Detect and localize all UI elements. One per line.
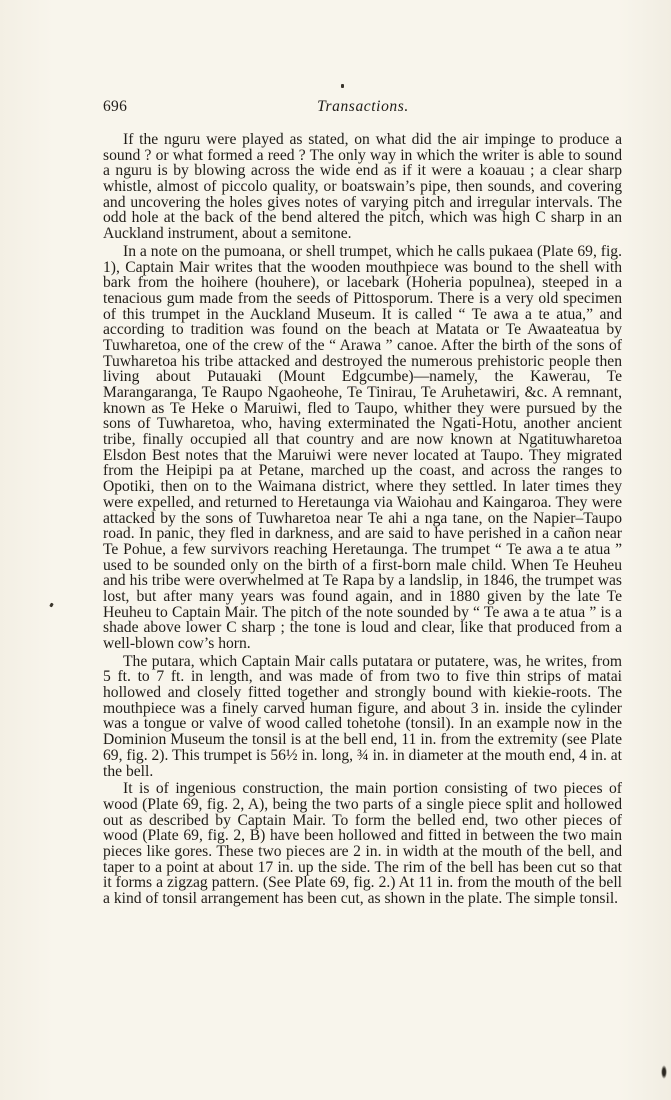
running-head: Transactions. (317, 98, 409, 115)
paragraph-nguru: If the nguru were played as stated, on what did the air impinge to produce a sound ? or what formed a reed ? The only way in which the writer is able to sound a nguru is by blowing across the wide end as if it were a koauau ; a clear sharp whistle, almost of piccolo quality, or boatswain’s pipe, then sounds, and covering and uncovering the holes gives notes of varying pitch and irregular intervals. The odd hole at the back of the bend altered the pitch, which was high C sharp in an Auckland instrument, about a semitone. (103, 131, 622, 243)
body-text (103, 132, 622, 909)
page-number: 696 (103, 98, 128, 115)
paragraph-pumoana: In a note on the pumoana, or shell trumpet, which he calls pukaea (Plate 69, fig. 1), Captain Mair writes that the wooden mouthpiece was bound to the shell with bark from the hoihere (houhere), or lacebark (Hoheria populnea), steeped in a tenacious gum made from the seeds of Pittosporum. There is a very old specimen of this trumpet in the Auckland Museum. It is called “ Te awa a te atua,” and according to tradition was found on the beach at Matata or Te Awaateatua by Tuwharetoa, one of the crew of the “ Arawa ” canoe. After the birth of the sons of Tuwharetoa his tribe attacked and destroyed the numerous prehistoric people then living about Putauaki (Mount Edgcumbe)—namely, the Kawerau, Te Marangaranga, Te Raupo Ngaoheohe, Te Tinirau, Te Aruhetawiri, &c. A remnant, known as Te Heke o Maruiwi, fled to Taupo, whither they were pursued by the sons of Tuwharetoa, who, having exterminated the Ngati-Hotu, another ancient tribe, finally occupied all that country and are now known at Ngatituwharetoa Elsdon Best notes that the Maruiwi were never located at Taupo. They migrated from the Heipipi pa at Petane, marched up the coast, and across the ranges to Opotiki, then on to the Waimana district, where they settled. In later times they were expelled, and returned to Heretaunga via Waiohau and Kaingaroa. They were attacked by the sons of Tuwharetoa near Te ahi a nga tane, on the Napier–Taupo road. In panic, they fled in darkness, and are said to have perished in a cañon near Te Pohue, a few survivors reaching Heretaunga. The trumpet “ Te awa a te atua ” used to be sounded only on the birth of a first-born male child. When Te Heuheu and his tribe were overwhelmed at Te Rapa by a landslip, in 1846, the trumpet was lost, but after many years was found again, and in 1880 given by the late Te Heuheu to Captain Mair. The pitch of the note sounded by “ Te awa a te atua ” is a shade above lower C sharp ; the tone is loud and clear, like that produced from a well-blown cow’s horn. (103, 242, 622, 652)
paragraph-construction: It is of ingenious construction, the main portion consisting of two pieces of wood (Plate 69, fig. 2, A), being the two parts of a single piece split and hollowed out as described by Captain Mair. To form the belled end, two other pieces of wood (Plate 69, fig. 2, B) have been hollowed and fitted in between the two main pieces like gores. These two pieces are 2 in. in width at the mouth of the bell, and taper to a point at about 17 in. up the side. The rim of the bell has been cut so that it forms a zigzag pattern. (See Plate 69, fig. 2.) At 11 in. from the mouth of the bell a kind of tonsil arrangement has been cut, as shown in the plate. The simple tonsil. (103, 780, 622, 907)
scan-speck (341, 84, 344, 88)
scan-speck (49, 603, 54, 608)
scan-edge-mark (661, 1065, 667, 1079)
paragraph-putara: The putara, which Captain Mair calls putatara or putatere, was, he writes, from 5 ft. to 7 ft. in length, and was made of from two to five thin strips of matai hollowed and closely fitted together and strongly bound with kiekie-roots. The mouthpiece was a finely carved human figure, and about 3 in. inside the cylinder was a tongue or valve of wood called tohetohe (tonsil). In an example now in the Dominion Museum the tonsil is at the bell end, 11 in. from the extremity (see Plate 69, fig. 2). This trumpet is 56½ in. long, ¾ in. in diameter at the mouth end, 4 in. at the bell. (103, 652, 623, 780)
page-header (103, 98, 623, 120)
